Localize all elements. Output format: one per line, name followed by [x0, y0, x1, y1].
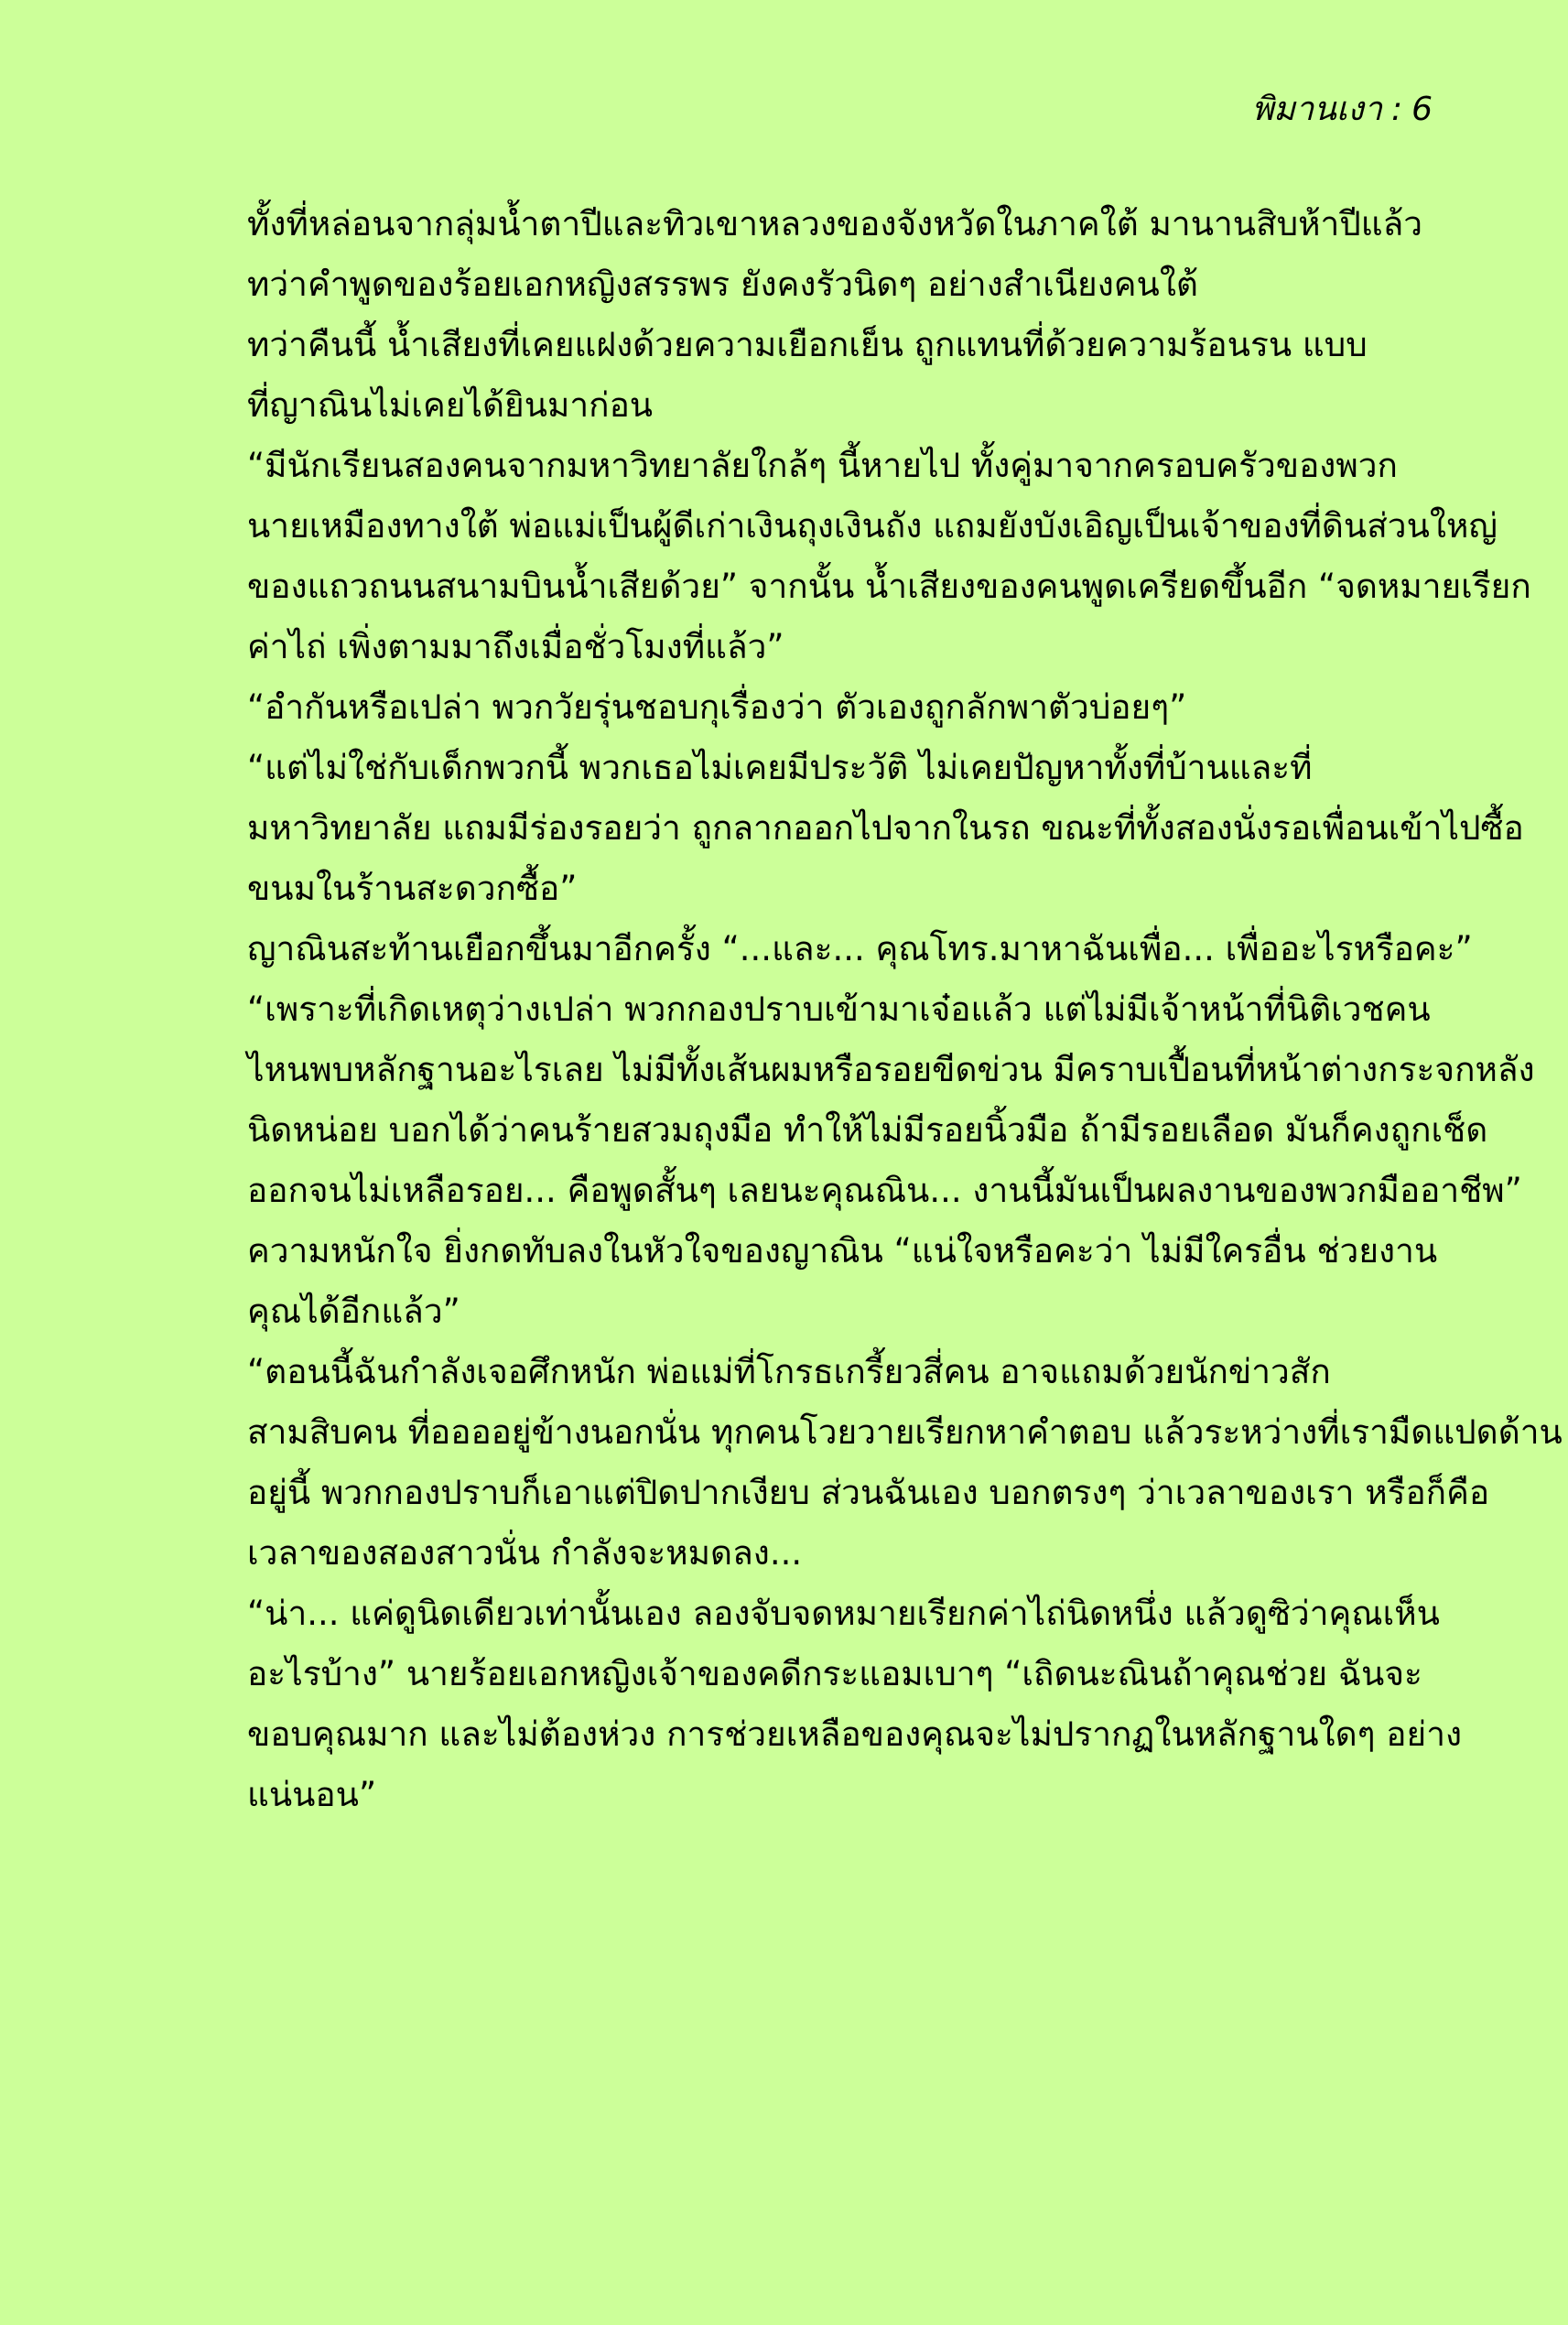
text-line: อยู่นี้ พวกกองปราบก็เอาแต่ปิดปากเงียบ ส่วนฉันเอง บอกตรงๆ ว่าเวลาของเรา หรือก็คือ: [247, 1473, 1490, 1512]
text-line: ญาณินสะท้านเยือกขึ้นมาอีกครั้ง “...และ... คุณโทร.มาหาฉันเพื่อ... เพื่ออะไรหรือคะ”: [247, 929, 1473, 968]
paragraph: [135, 315, 1429, 436]
text-line: “มีนักเรียนสองคนจากมหาวิทยาลัยใกล้ๆ นี้หายไป ทั้งคู่มาจากครอบครัวของพวก: [247, 446, 1398, 485]
text-line: “ตอนนี้ฉันกำลังเจอศึกหนัก พ่อแม่ที่โกรธเกรี้ยวสี่คน อาจแถมด้วยนักข่าวสัก: [247, 1352, 1331, 1391]
paragraph: [135, 979, 1535, 1221]
text-line: ขนมในร้านสะดวกซื้อ”: [247, 869, 578, 908]
page-number: 6: [1411, 91, 1433, 128]
text-line: คุณได้อีกแล้ว”: [247, 1292, 460, 1331]
paragraph: [135, 436, 1531, 677]
header-separator: :: [1390, 91, 1403, 128]
text-line: ทั้งที่หล่อนจากลุ่มน้ำตาปีและทิวเขาหลวงของจังหวัดในภาคใต้ มานานสิบห้าปีแล้ว: [247, 204, 1423, 243]
text-line: ทว่าคืนนี้ น้ำเสียงที่เคยแฝงด้วยความเยือกเย็น ถูกแทนที่ด้วยความร้อนรน แบบ: [247, 325, 1368, 364]
text-line: “เพราะที่เกิดเหตุว่างเปล่า พวกกองปราบเข้ามาเจ๋อแล้ว แต่ไม่มีเจ้าหน้าที่นิติเวชคน: [247, 989, 1431, 1029]
text-line: ออกจนไม่เหลือรอย... คือพูดสั้นๆ เลยนะคุณณิน... งานนี้มันเป็นผลงานของพวกมืออาชีพ”: [247, 1171, 1522, 1210]
text-line: “อำกันหรือเปล่า พวกวัยรุ่นชอบกุเรื่องว่า ตัวเองถูกลักพาตัวบ่อยๆ”: [247, 687, 1187, 727]
text-line: นิดหน่อย บอกได้ว่าคนร้ายสวมถุงมือ ทำให้ไม่มีรอยนิ้วมือ ถ้ามีรอยเลือด มันก็คงถูกเช็ด: [247, 1110, 1488, 1150]
text-line: มหาวิทยาลัย แถมมีร่องรอยว่า ถูกลากออกไปจากในรถ ขณะที่ทั้งสองนั่งรอเพื่อนเข้าไปซื้อ: [247, 808, 1524, 848]
paragraph: [135, 1221, 1438, 1342]
body-text: [135, 194, 1563, 1825]
text-line: ขอบคุณมาก และไม่ต้องห่วง การช่วยเหลือของคุณจะไม่ปรากฏในหลักฐานใดๆ อย่าง: [247, 1714, 1463, 1754]
paragraph: [135, 677, 1429, 738]
text-line: เวลาของสองสาวนั่น กำลังจะหมดลง...: [247, 1533, 803, 1573]
paragraph: [135, 919, 1473, 979]
book-title: พิมานเงา: [1251, 91, 1382, 128]
text-line: อะไรบ้าง” นายร้อยเอกหญิงเจ้าของคดีกระแอมเบาๆ “เถิดนะณินถ้าคุณช่วย ฉันจะ: [247, 1654, 1422, 1693]
text-line: “น่า... แค่ดูนิดเดียวเท่านั้นเอง ลองจับจดหมายเรียกค่าไถ่นิดหนึ่ง แล้วดูซิว่าคุณเห็น: [247, 1594, 1440, 1633]
paragraph: [135, 1342, 1563, 1584]
text-line: ของแถวถนนสนามบินน้ำเสียด้วย” จากนั้น น้ำเสียงของคนพูดเครียดขึ้นอีก “จดหมายเรียก: [247, 567, 1531, 606]
paragraph: [135, 194, 1429, 315]
text-line: ที่ญาณินไม่เคยได้ยินมาก่อน: [247, 385, 654, 425]
text-line: นายเหมืองทางใต้ พ่อแม่เป็นผู้ดีเก่าเงินถุงเงินถัง แถมยังบังเอิญเป็นเจ้าของที่ดินส่วนใหญ่: [247, 506, 1498, 546]
text-line: ทว่าคำพูดของร้อยเอกหญิงสรรพร ยังคงรัวนิดๆ อย่างสำเนียงคนใต้: [247, 265, 1198, 304]
text-line: “แต่ไม่ใช่กับเด็กพวกนี้ พวกเธอไม่เคยมีประวัติ ไม่เคยปัญหาทั้งที่บ้านและที่: [247, 748, 1313, 787]
paragraph: [135, 738, 1524, 919]
text-line: ความหนักใจ ยิ่งกดทับลงในหัวใจของญาณิน “แน่ใจหรือคะว่า ไม่มีใครอื่น ช่วยงาน: [247, 1231, 1438, 1271]
text-line: สามสิบคน ที่ออออยู่ข้างนอกนั่น ทุกคนโวยวายเรียกหาคำตอบ แล้วระหว่างที่เรามืดแปดด้าน: [247, 1412, 1563, 1452]
text-line: แน่นอน”: [247, 1775, 377, 1814]
paragraph: [135, 1584, 1463, 1825]
text-line: ไหนพบหลักฐานอะไรเลย ไม่มีทั้งเส้นผมหรือรอยขีดข่วน มีคราบเปื้อนที่หน้าต่างกระจกหลัง: [247, 1050, 1535, 1089]
text-line: ค่าไถ่ เพิ่งตามมาถึงเมื่อชั่วโมงที่แล้ว”: [247, 627, 784, 666]
page-header: [1252, 84, 1433, 135]
